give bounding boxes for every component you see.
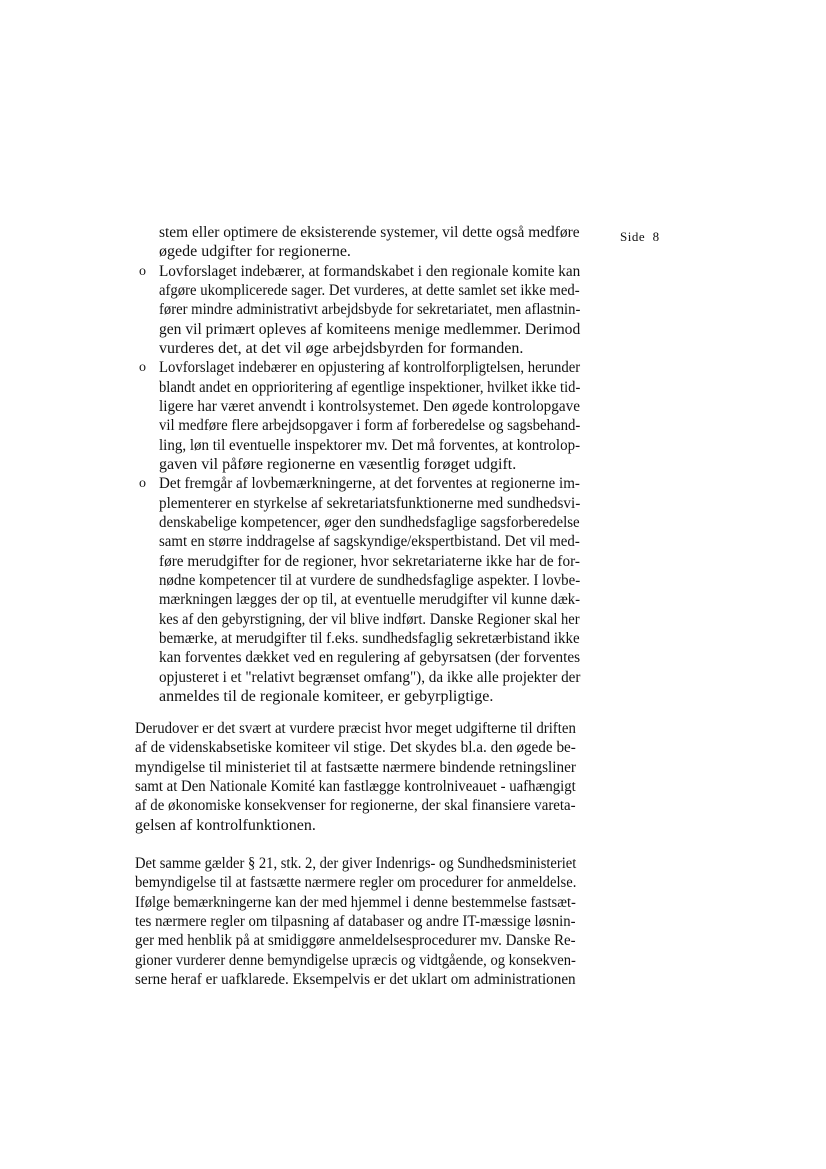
- bullet-line: Lovforslaget indebærer, at formandskabet i den regionale komite kan: [159, 262, 581, 280]
- paragraph-line: af de videnskabsetiske komiteer vil stige. Det skydes bl.a. den øgede be-: [135, 739, 576, 757]
- bullet-line: anmeldes til de regionale komiteer, er gebyrpligtige.: [159, 687, 494, 705]
- bullet-marker: o: [139, 360, 146, 376]
- paragraph-line: myndigelse til ministeriet til at fastsætte nærmere bindende retningsliner: [135, 758, 576, 776]
- bullet-line: Det fremgår af lovbemærkningerne, at det forventes at regionerne im-: [159, 475, 580, 493]
- bullet-marker: o: [139, 476, 146, 492]
- paragraph-line: Ifølge bemærkningerne kan der med hjemmel i denne bestemmelse fastsæt-: [135, 893, 576, 911]
- bullet-line: gaven vil påføre regionerne en væsentlig forøget udgift.: [159, 455, 517, 473]
- paragraph-line: gioner vurderer denne bemyndigelse upræcis og vidtgående, og konsekven-: [135, 951, 576, 969]
- bullet-line: vurderes det, at det vil øge arbejdsbyrden for formanden.: [159, 339, 524, 357]
- paragraph-line: serne heraf er uafklarede. Eksempelvis er det uklart om administrationen: [135, 970, 576, 988]
- bullet-line: denskabelige kompetencer, øger den sundhedsfaglige sagsforberedelse: [159, 513, 580, 531]
- bullet-line: kes af den gebyrstigning, der vil blive indført. Danske Regioner skal her: [159, 610, 580, 628]
- paragraph-line: tes nærmere regler om tilpasning af databaser og andre IT-mæssige løsnin-: [135, 912, 576, 930]
- bullet-line: opjusteret i et "relativt begrænset omfang"), da ikke alle projekter der: [159, 668, 581, 686]
- bullet-line: samt en større inddragelse af sagskyndige/ekspertbistand. Det vil med-: [159, 533, 580, 551]
- bullet-line: afgøre ukomplicerede sager. Det vurderes, at dette samlet set ikke med-: [159, 281, 580, 299]
- bullet-line: vil medføre flere arbejdsopgaver i form af forberedelse og sagsbehand-: [159, 417, 581, 435]
- bullet-line: føre merudgifter for de regioner, hvor sekretariaterne ikke har de for-: [159, 552, 580, 570]
- paragraph-line: af de økonomiske konsekvenser for regionerne, der skal finansiere vareta-: [135, 797, 576, 815]
- continuation-line: øgede udgifter for regionerne.: [159, 243, 351, 261]
- bullet-line: nødne kompetencer til at vurdere de sundhedsfaglige aspekter. I lovbe-: [159, 571, 581, 589]
- bullet-line: Lovforslaget indebærer en opjustering af kontrolforpligtelsen, herunder: [159, 359, 581, 377]
- paragraph-line: bemyndigelse til at fastsætte nærmere regler om procedurer for anmeldelse.: [135, 874, 577, 892]
- paragraph-line: Derudover er det svært at vurdere præcist hvor meget udgifterne til driften: [135, 720, 576, 737]
- paragraph-line: ger med henblik på at smidiggøre anmeldelsesprocedurer mv. Danske Re-: [135, 932, 576, 950]
- paragraph-line: Det samme gælder § 21, stk. 2, der giver Indenrigs- og Sundhedsministeriet: [135, 855, 577, 872]
- bullet-line: blandt andet en opprioritering af egentlige inspektioner, hvilket ikke tid-: [159, 378, 581, 396]
- bullet-line: ling, løn til eventuelle inspektorer mv. Det må forventes, at kontrolop-: [159, 436, 581, 454]
- bullet-line: gen vil primært opleves af komiteens menige medlemmer. Derimod: [159, 320, 581, 338]
- bullet-line: mærkningen lægges der op til, at eventuelle merudgifter vil kunne dæk-: [159, 591, 581, 609]
- paragraph-line: gelsen af kontrolfunktionen.: [135, 816, 316, 834]
- bullet-marker: o: [139, 263, 146, 279]
- bullet-line: ligere har været anvendt i kontrolsystemet. Den øgede kontrolopgave: [159, 397, 580, 415]
- paragraph-line: samt at Den Nationale Komité kan fastlægge kontrolniveauet - uafhængigt: [135, 777, 576, 795]
- bullet-line: kan forventes dækket ved en regulering af gebyrsatsen (der forventes: [159, 649, 581, 667]
- bullet-line: plementerer en styrkelse af sekretariatsfunktionerne med sundhedsvi-: [159, 494, 581, 512]
- bullet-line: bemærke, at merudgifter til f.eks. sundhedsfaglig sekretærbistand ikke: [159, 629, 580, 647]
- continuation-line: stem eller optimere de eksisterende systemer, vil dette også medføre: [159, 224, 580, 241]
- page-number: Side 8: [620, 229, 660, 244]
- bullet-line: fører mindre administrativt arbejdsbyde for sekretariatet, men aflastnin-: [159, 301, 581, 319]
